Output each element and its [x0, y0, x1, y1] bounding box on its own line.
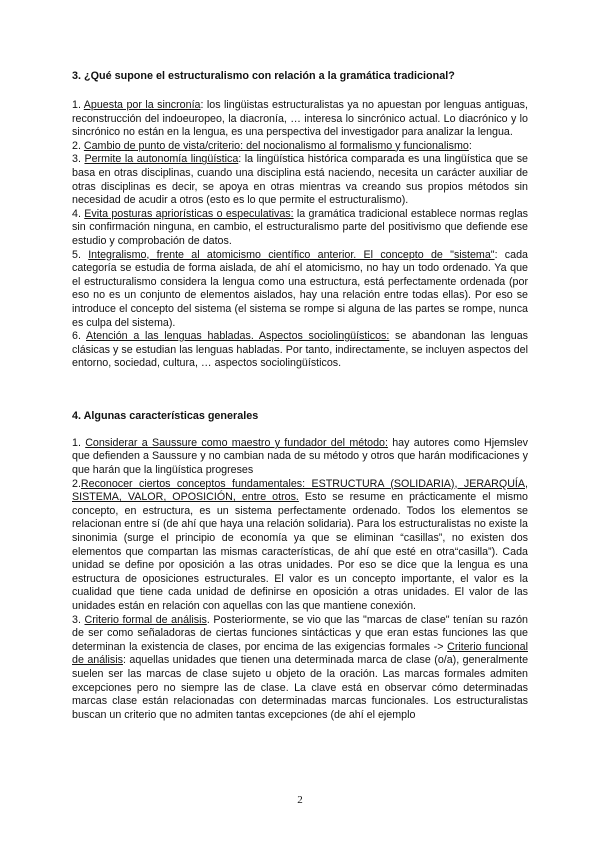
section-4-item-2: 2.Reconocer ciertos conceptos fundamentales: ESTRUCTURA (SOLIDARIA), JERARQUÍA, SISTEMA, VALOR, OPOSICIÓN, entre otros. Esto se resume en prácticamente el mismo concepto, en estructura, es un sistema perfectamente ordenado. Todos los elementos se relacionan entre sí (de ahí que haya una relación solidaria). Para los estructuralistas no existe la sinonimia (surge el principio de economía ya que se eliminan “casillas”, no existen dos elementos que compartan las mismas características, de ahí que esté en otra“casilla”). Cada unidad se define por oposición a las otras unidades. Por eso se dice que la lengua es una estructura de oposiciones estructurales. El valor es un concepto importante, el valor es la cualidad que tiene cada unidad de definirse en oposición a otras unidades. El valor de las unidades están en relación con aquellas con las que mantiene conexión.	[72, 477, 528, 612]
section-3-item-3: 3. Permite la autonomía lingüística: la lingüística histórica comparada es una lingüística que se basa en otras disciplinas, cuando una disciplina está naciendo, necesita un carácter auxiliar de otras disciplinas es decir, se apoya en otras mientras va creando sus propios métodos sin necesidad de acudir a otros (esto es lo que permite el estructuralismo).	[72, 153, 529, 207]
item-heading: Considerar a Saussure como maestro y fundador del método:	[85, 436, 388, 449]
item-heading: Evita posturas apriorísticas o especulativas:	[84, 207, 294, 220]
section-3-item-2: 2. Cambio de punto de vista/criterio: del nocionalismo al formalismo y funcionalismo:	[72, 139, 472, 152]
item-heading: Atención a las lenguas habladas. Aspectos sociolingüísticos:	[86, 330, 390, 343]
item-heading: Criterio formal de análisis	[84, 613, 207, 626]
page-number: 2	[297, 794, 303, 806]
item-heading: Permite la autonomía lingüística	[84, 153, 239, 166]
item-heading: Apuesta por la sincronía	[83, 99, 201, 111]
section-3-item-5: 5. Integralismo, frente al atomicismo científico anterior. El concepto de "sistema": cada categoría se estudia de forma aislada, de ahí el atomicismo, no hay un todo ordenado. Ya que el estructuralismo considera la lengua como una estructura, está perfectamente ordenada (por eso no es un conjunto de elementos aislados, hay una relación entre todas ellas). Por eso se introduce el concepto del sistema (el sistema se rompe si alguna de las partes se rompe, nunca es culpa del sistema).	[72, 248, 528, 329]
section-4-title: 4. Algunas características generales	[72, 409, 259, 422]
section-3-item-6: 6. Atención a las lenguas habladas. Aspectos sociolingüísticos: se abandonan las lenguas clásicas y se estudian las lenguas habladas. Por tanto, indirectamente, se incluyen aspectos del entorno, sociedad, cultura, … aspectos sociolingüísticos.	[72, 330, 529, 370]
section-3-item-4: 4. Evita posturas apriorísticas o especulativas: la gramática tradicional establece normas reglas sin confirmación ninguna, en cambio, el estructuralismo parte del positivismo que defiende ese estudio y comprobación de datos.	[72, 207, 528, 247]
section-3-item-1: 1. Apuesta por la sincronía: los lingüistas estructuralistas ya no apuestan por lenguas antiguas, reconstrucción del indoeuropeo, la diacronía, … interesa lo sincrónico actual. Lo diacrónico y lo sincrónico no están en la lengua, es una perspectiva del investigador para analizar la lengua.	[72, 99, 528, 139]
item-subheading: Criterio funcional de análisis	[72, 640, 528, 667]
item-heading: Integralismo, frente al atomicismo científico anterior. El concepto de "sistema"	[88, 248, 495, 261]
section-3-title: 3. ¿Qué supone el estructuralismo con relación a la gramática tradicional?	[72, 70, 455, 82]
item-heading: Cambio de punto de vista/criterio: del nocionalismo al formalismo y funcionalismo	[83, 139, 469, 152]
item-heading: Reconocer ciertos conceptos fundamentales: ESTRUCTURA (SOLIDARIA), JERARQUÍA, SISTEMA, VALOR, OPOSICIÓN, entre otros.	[72, 477, 528, 504]
section-4-item-1: 1. Considerar a Saussure como maestro y fundador del método: hay autores como Hjemslev que defienden a Saussure y no cambian nada de su método y otros que harán modificaciones y que harán que la lingüística progreses	[72, 436, 528, 477]
section-4-item-3: 3. Criterio formal de análisis. Posteriormente, se vio que las "marcas de clase" tenían su razón de ser como señaladoras de ciertas funciones sintácticas y que eran estas funciones las que determinan la existencia de clases, por encima de las exigencias formales -> Criterio funcional de análisis: aquellas unidades que tienen una determinada marca de clase (o/a), generalmente suelen ser las marcas de clase sujeto u objeto de la oración. Las marcas formales admiten excepciones pero no siempre las de clase. La clave está en observar cómo determinadas marcas clase están relacionadas con determinadas marcas funcionales. Los estructuralistas buscan un criterio que no admiten tantas excepciones (de ahí el ejemplo	[72, 613, 529, 721]
page-content	[72, 69, 528, 722]
